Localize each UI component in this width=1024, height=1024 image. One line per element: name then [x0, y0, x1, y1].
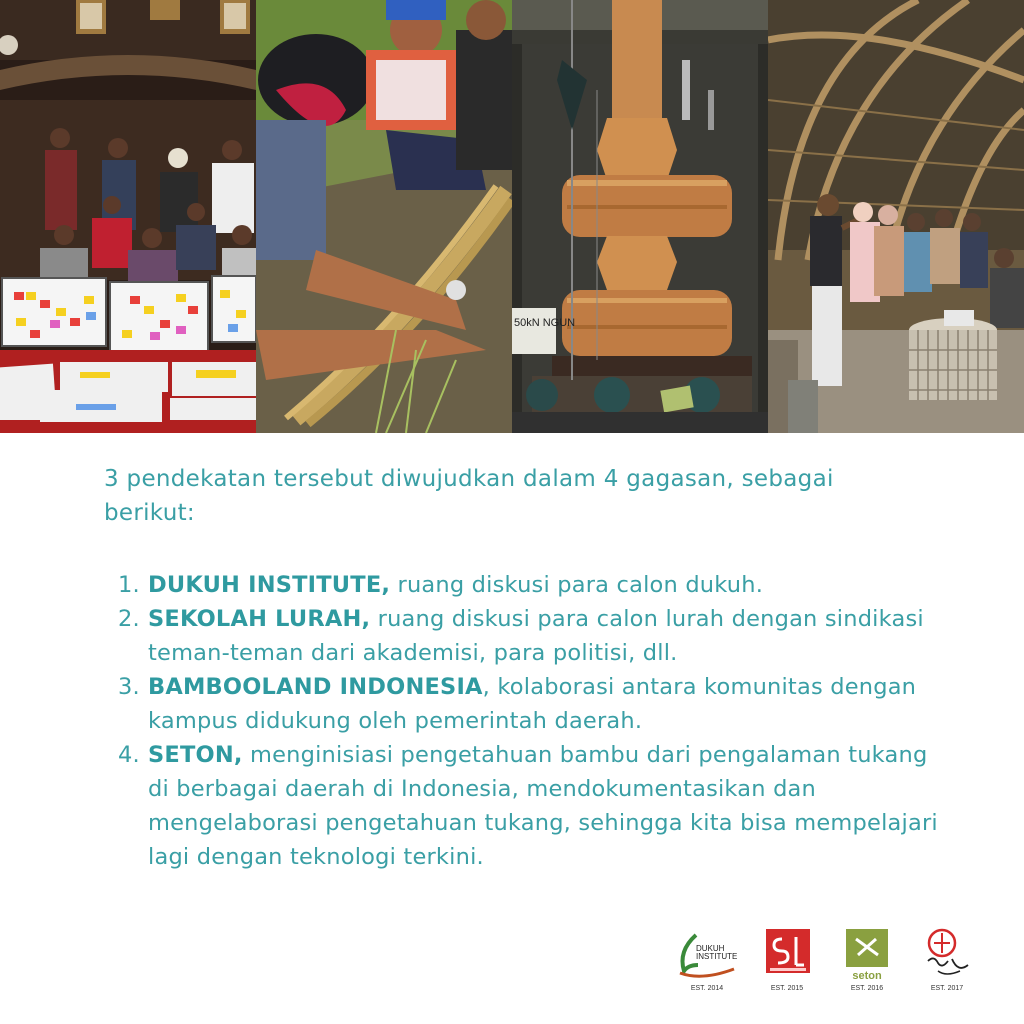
list-item-text: menginisiasi pengetahuan bambu dari pengalaman tukang di berbagai daerah di Indonesia, mendokumentasikan dan mengelaborasi pengetahuan tukang, sehingga kita bisa mempelajari lagi dengan teknologi terkini.	[148, 742, 938, 870]
seton-logo-text: seton	[852, 970, 882, 981]
list-item	[118, 738, 938, 874]
list-item-title: SEKOLAH LURAH,	[148, 606, 371, 632]
photo-wood-testing-rig	[512, 0, 768, 433]
est-year: EST. 2015	[770, 985, 804, 992]
photo-wood-testing-rig-image	[512, 0, 768, 433]
list-item	[118, 602, 938, 670]
partner-logos	[660, 925, 1000, 1005]
sticky-note-boards	[2, 276, 256, 352]
photo-bamboo-pavilion-seminar	[768, 0, 1024, 433]
list-item-number: 2.	[118, 606, 140, 632]
dukuh-name-line2: INSTITUTE	[696, 952, 738, 961]
list-item	[118, 568, 938, 602]
list-item-number: 4.	[118, 742, 140, 768]
list-item-number: 1.	[118, 572, 140, 598]
est-year: EST. 2016	[850, 985, 884, 992]
photo-strip	[0, 0, 1024, 433]
photo-workshop-group-image	[0, 0, 256, 433]
seton-logo-icon	[832, 925, 902, 981]
intro-paragraph: 3 pendekatan tersebut diwujudkan dalam 4 gagasan, sebagai berikut:	[104, 466, 834, 526]
est-year: EST. 2014	[690, 985, 724, 992]
paper-sheets	[0, 362, 256, 422]
photo-bamboo-workers	[256, 0, 512, 433]
list-item	[118, 670, 938, 738]
dukuh-name-line1: DUKUH	[696, 944, 725, 953]
dukuh-institute-name	[696, 945, 737, 961]
sekolah-lurah-logo-icon	[752, 925, 822, 981]
list-item-text: ruang diskusi para calon dukuh.	[390, 572, 764, 598]
bambooland-logo-icon	[912, 925, 982, 981]
list-item-title: SETON,	[148, 742, 243, 768]
logo-bambooland	[912, 925, 982, 992]
list-item-title: DUKUH INSTITUTE,	[148, 572, 391, 598]
photo-workshop-group	[0, 0, 256, 433]
logo-dukuh-institute	[672, 925, 742, 992]
logo-seton	[832, 925, 902, 992]
list-item-text: ruang diskusi para calon lurah dengan sindikasi teman-teman dari akademisi, para politisi, dll.	[148, 606, 924, 666]
photo-bamboo-pavilion-seminar-image	[768, 0, 1024, 433]
list-item-title: BAMBOOLAND INDONESIA	[148, 674, 483, 700]
list-item-number: 3.	[118, 674, 140, 700]
photo-bamboo-workers-image	[256, 0, 512, 433]
logo-sekolah-lurah	[752, 925, 822, 992]
test-sign-text: 50kN NGUN	[514, 317, 576, 329]
est-year: EST. 2017	[930, 985, 964, 992]
ideas-list	[118, 568, 938, 874]
list-item-text: , kolaborasi antara komunitas dengan kampus didukung oleh pemerintah daerah.	[148, 674, 917, 734]
